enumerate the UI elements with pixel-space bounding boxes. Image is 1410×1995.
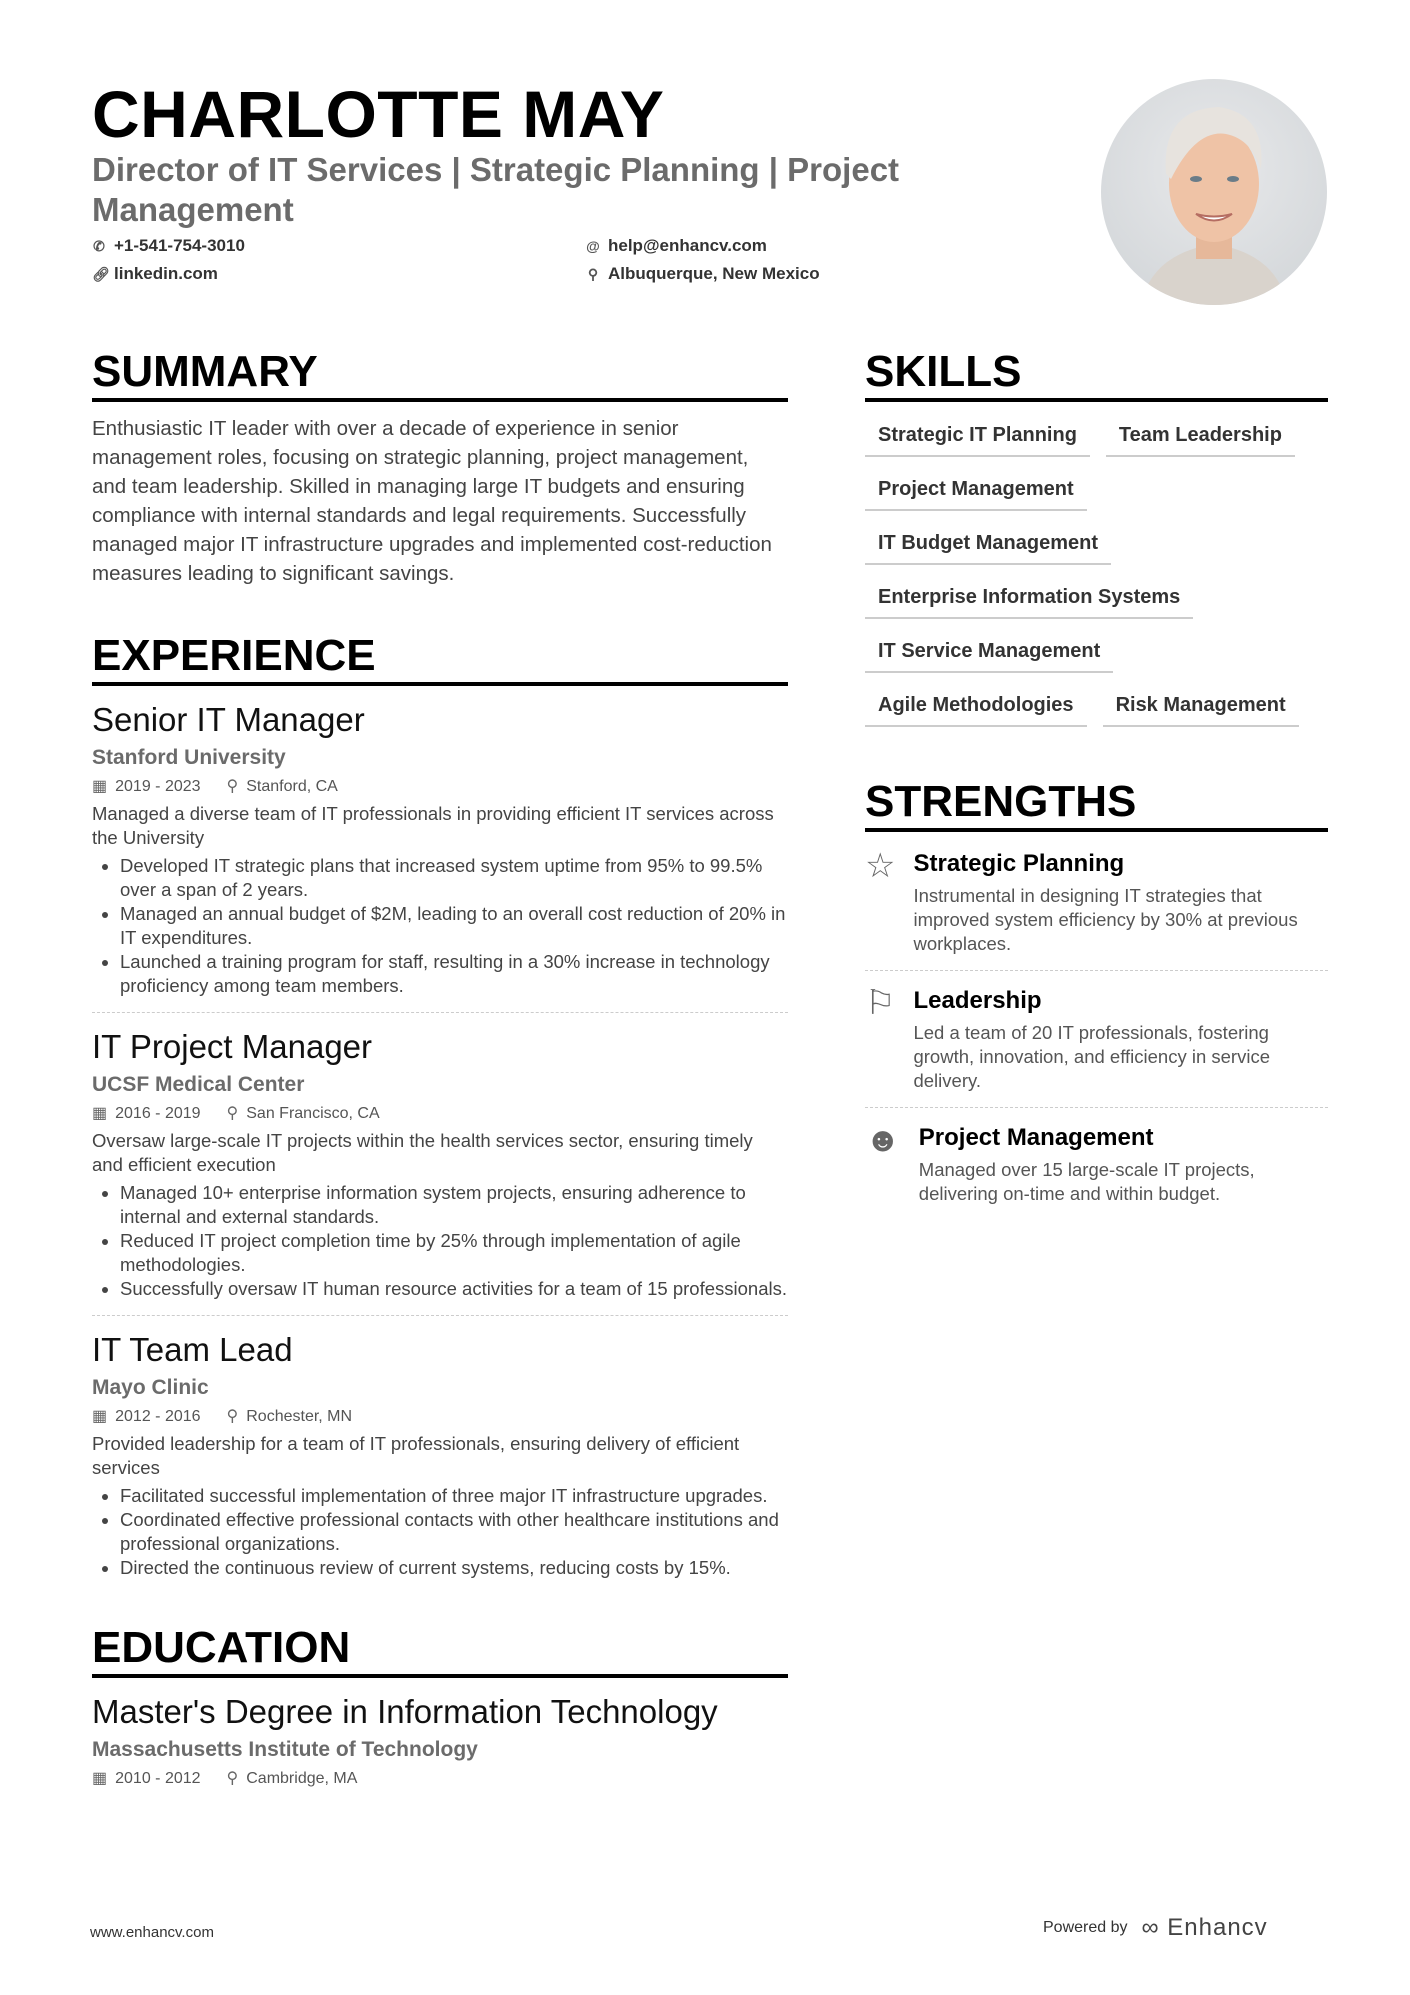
experience-heading: EXPERIENCE bbox=[92, 632, 788, 686]
job-location: Rochester, MN bbox=[246, 1408, 353, 1425]
location-pin-icon: ⚲ bbox=[226, 1770, 239, 1787]
company: Mayo Clinic bbox=[92, 1376, 209, 1399]
location bbox=[586, 264, 820, 284]
location-pin-icon: ⚲ bbox=[226, 1105, 239, 1122]
strength-text: Managed over 15 large-scale IT projects, delivering on-time and within budget. bbox=[918, 1159, 1255, 1204]
job-title: Senior IT Manager bbox=[92, 701, 365, 738]
skills-section bbox=[865, 348, 1328, 738]
company: Stanford University bbox=[92, 746, 286, 769]
footer-website[interactable]: www.enhancv.com bbox=[90, 1924, 214, 1941]
job-entry bbox=[92, 1013, 788, 1316]
phone-text: +1-541-754-3010 bbox=[114, 236, 245, 255]
email-link[interactable]: help@enhancv.com bbox=[608, 236, 767, 255]
job-bullet: • Directed the continuous review of current systems, reducing costs by 15%. bbox=[120, 1556, 788, 1580]
profile-photo bbox=[1101, 79, 1327, 305]
strength-text: Instrumental in designing IT strategies that improved system efficiency by 30% at previous workplaces. bbox=[913, 885, 1298, 954]
skills-heading: SKILLS bbox=[865, 348, 1328, 402]
job-description: Managed a diverse team of IT professionals in providing efficient IT services across the University bbox=[92, 803, 774, 848]
location-pin-icon: ⚲ bbox=[587, 265, 599, 282]
job-location: Stanford, CA bbox=[246, 778, 338, 795]
star-icon: ☆ bbox=[865, 847, 896, 885]
skill-tag: Strategic IT Planning bbox=[865, 414, 1090, 457]
strength-item bbox=[865, 1108, 1328, 1220]
job-entry bbox=[92, 686, 788, 1013]
job-bullet: • Reduced IT project completion time by 25% through implementation of agile methodologies. bbox=[120, 1229, 788, 1277]
phone-icon: ✆ bbox=[93, 237, 105, 254]
education-section bbox=[92, 1624, 788, 1788]
education-dates: 2010 - 2012 bbox=[115, 1770, 201, 1787]
candidate-name: CHARLOTTE MAY bbox=[92, 77, 665, 151]
calendar-icon: ▦ bbox=[92, 1105, 108, 1122]
summary-section bbox=[92, 348, 788, 588]
job-description: Provided leadership for a team of IT professionals, ensuring delivery of efficient services bbox=[92, 1433, 740, 1478]
at-icon: @ bbox=[586, 238, 600, 254]
link-icon: 🔗︎ bbox=[92, 265, 110, 282]
job-entry bbox=[92, 1316, 788, 1594]
job-bullets bbox=[92, 1484, 788, 1580]
location-pin-icon: ⚲ bbox=[226, 1408, 239, 1425]
skill-tag: Team Leadership bbox=[1106, 414, 1295, 457]
flag-icon: ⚐ bbox=[865, 984, 896, 1022]
calendar-icon: ▦ bbox=[92, 778, 108, 795]
email[interactable] bbox=[586, 236, 767, 256]
job-bullets bbox=[92, 1181, 788, 1301]
skill-tag: Agile Methodologies bbox=[865, 684, 1087, 727]
experience-section bbox=[92, 632, 788, 1594]
strength-title: Leadership bbox=[913, 987, 1042, 1014]
location-pin-icon: ⚲ bbox=[226, 778, 239, 795]
job-bullet: • Coordinated effective professional contacts with other healthcare institutions and professional organizations. bbox=[120, 1508, 788, 1556]
strength-title: Strategic Planning bbox=[913, 850, 1125, 877]
school: Massachusetts Institute of Technology bbox=[92, 1738, 478, 1761]
strength-item bbox=[865, 834, 1328, 971]
skill-tag: IT Budget Management bbox=[865, 522, 1111, 565]
calendar-icon: ▦ bbox=[92, 1770, 108, 1787]
job-bullet: • Managed 10+ enterprise information system projects, ensuring adherence to internal and external standards. bbox=[120, 1181, 788, 1229]
job-location: San Francisco, CA bbox=[246, 1105, 380, 1122]
footer-branding bbox=[1043, 1914, 1268, 1942]
head-icon: ☻ bbox=[865, 1121, 901, 1159]
job-dates: 2012 - 2016 bbox=[115, 1408, 201, 1425]
enhancv-logo bbox=[1142, 1914, 1268, 1942]
skill-tag: Enterprise Information Systems bbox=[865, 576, 1193, 619]
job-bullet: • Launched a training program for staff, resulting in a 30% increase in technology proficiency among team members. bbox=[120, 950, 788, 998]
linkedin-link[interactable]: linkedin.com bbox=[114, 264, 218, 283]
company: UCSF Medical Center bbox=[92, 1073, 305, 1096]
education-meta bbox=[92, 1768, 788, 1788]
degree: Master's Degree in Information Technology bbox=[92, 1693, 718, 1730]
job-bullet: • Facilitated successful implementation of three major IT infrastructure upgrades. bbox=[120, 1484, 788, 1508]
calendar-icon: ▦ bbox=[92, 1408, 108, 1425]
skill-tag: Project Management bbox=[865, 468, 1087, 511]
skill-tag: IT Service Management bbox=[865, 630, 1113, 673]
job-bullets bbox=[92, 854, 788, 998]
job-dates: 2016 - 2019 bbox=[115, 1105, 201, 1122]
brand-name: Enhancv bbox=[1167, 1914, 1268, 1941]
infinity-icon: ∞ bbox=[1141, 1914, 1160, 1941]
job-bullet: • Developed IT strategic plans that increased system uptime from 95% to 99.5% over a span of 2 years. bbox=[120, 854, 788, 902]
summary-heading: SUMMARY bbox=[92, 348, 788, 402]
strength-title: Project Management bbox=[918, 1124, 1154, 1151]
powered-by-text: Powered by bbox=[1043, 1919, 1128, 1936]
summary-text: Enthusiastic IT leader with over a decade of experience in senior management roles, focusing on strategic planning, project management, and team leadership. Skilled in managing large IT budgets and ensuring compliance with internal standards and legal requirements. Successfully managed major IT infrastructure upgrades and implemented cost-reduction measures leading to significant savings. bbox=[92, 417, 772, 585]
location-text: Albuquerque, New Mexico bbox=[608, 264, 820, 283]
linkedin[interactable] bbox=[92, 264, 218, 284]
candidate-title: Director of IT Services | Strategic Planning | Project Management bbox=[92, 151, 900, 228]
skill-tag: Risk Management bbox=[1103, 684, 1299, 727]
strength-item bbox=[865, 971, 1328, 1108]
job-dates: 2019 - 2023 bbox=[115, 778, 201, 795]
job-bullet: • Managed an annual budget of $2M, leading to an overall cost reduction of 20% in IT expenditures. bbox=[120, 902, 788, 950]
education-heading: EDUCATION bbox=[92, 1624, 788, 1678]
right-column bbox=[865, 348, 1328, 1220]
job-bullet: • Successfully oversaw IT human resource activities for a team of 15 professionals. bbox=[120, 1277, 788, 1301]
job-title: IT Team Lead bbox=[92, 1331, 293, 1368]
job-meta bbox=[92, 776, 788, 796]
left-column bbox=[92, 348, 788, 1788]
job-meta bbox=[92, 1406, 788, 1426]
strengths-section bbox=[865, 778, 1328, 1220]
strength-text: Led a team of 20 IT professionals, fostering growth, innovation, and efficiency in service delivery. bbox=[913, 1022, 1270, 1091]
job-title: IT Project Manager bbox=[92, 1028, 373, 1065]
education-location: Cambridge, MA bbox=[246, 1770, 358, 1787]
phone bbox=[92, 236, 245, 256]
job-meta bbox=[92, 1103, 788, 1123]
strengths-heading: STRENGTHS bbox=[865, 778, 1328, 832]
job-description: Oversaw large-scale IT projects within the health services sector, ensuring timely and efficient execution bbox=[92, 1130, 753, 1175]
